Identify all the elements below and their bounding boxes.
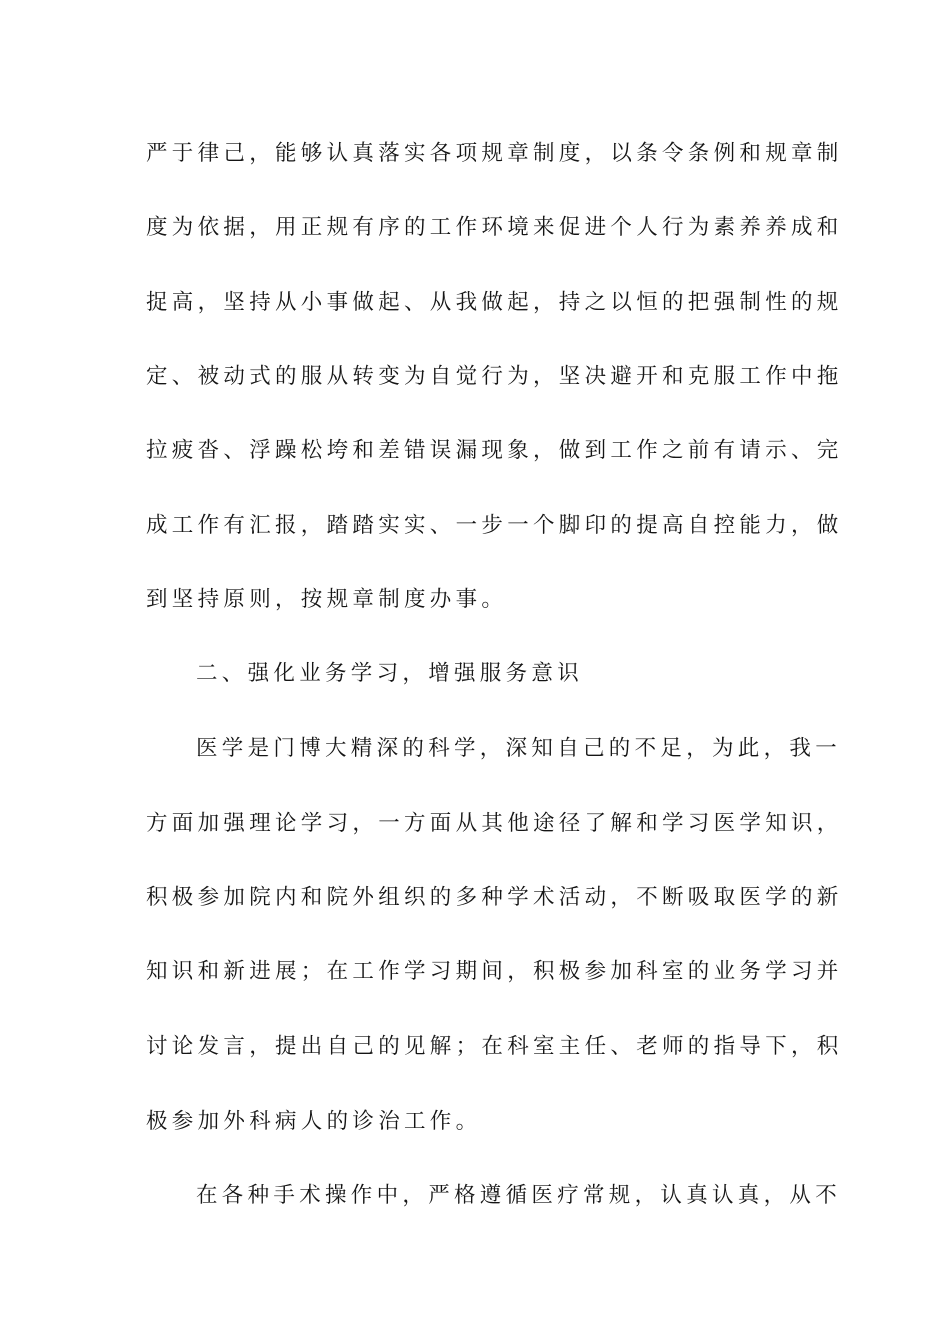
body-text-line: 成工作有汇报，踏踏实实、一步一个脚印的提高自控能力，做	[146, 513, 843, 538]
paragraph-first-line: 医学是门博大精深的科学，深知自己的不足，为此，我一	[196, 736, 842, 761]
body-text-line: 方面加强理论学习，一方面从其他途径了解和学习医学知识，	[146, 811, 843, 836]
body-text-line: 极参加外科病人的诊治工作。	[146, 1109, 482, 1134]
body-text-line: 知识和新进展；在工作学习期间，积极参加科室的业务学习并	[146, 959, 843, 984]
body-text-line: 度为依据，用正规有序的工作环境来促进个人行为素养养成和	[146, 215, 843, 240]
body-text-line: 捉高，坚持从小事做起、从我做起，持之以恒的把强制性的规	[146, 290, 843, 315]
body-text-line: 拉疲沓、浮躁松垮和差错误漏现象，做到工作之前有请示、完	[146, 438, 843, 463]
body-text-line: 讨论发言，提出自己的见解；在科室主任、老师的指导下，积	[146, 1034, 843, 1059]
paragraph-first-line: 在各种手术操作中，严格遵循医疗常规，认真认真，从不	[196, 1183, 842, 1208]
body-text-line: 积极参加院内和院外组织的多种学术活动，不断吸取医学的新	[146, 885, 843, 910]
body-text-line: 严于律己，能够认真落实各项规章制度，以条令条例和规章制	[146, 141, 843, 166]
body-text-line: 到坚持原则，按规章制度办事。	[146, 587, 508, 612]
body-text-line: 定、被动式的服从转变为自觉行为，坚决避开和克服工作中拖	[146, 364, 843, 389]
section-heading: 二、强化业务学习，增强服务意识	[196, 661, 584, 686]
